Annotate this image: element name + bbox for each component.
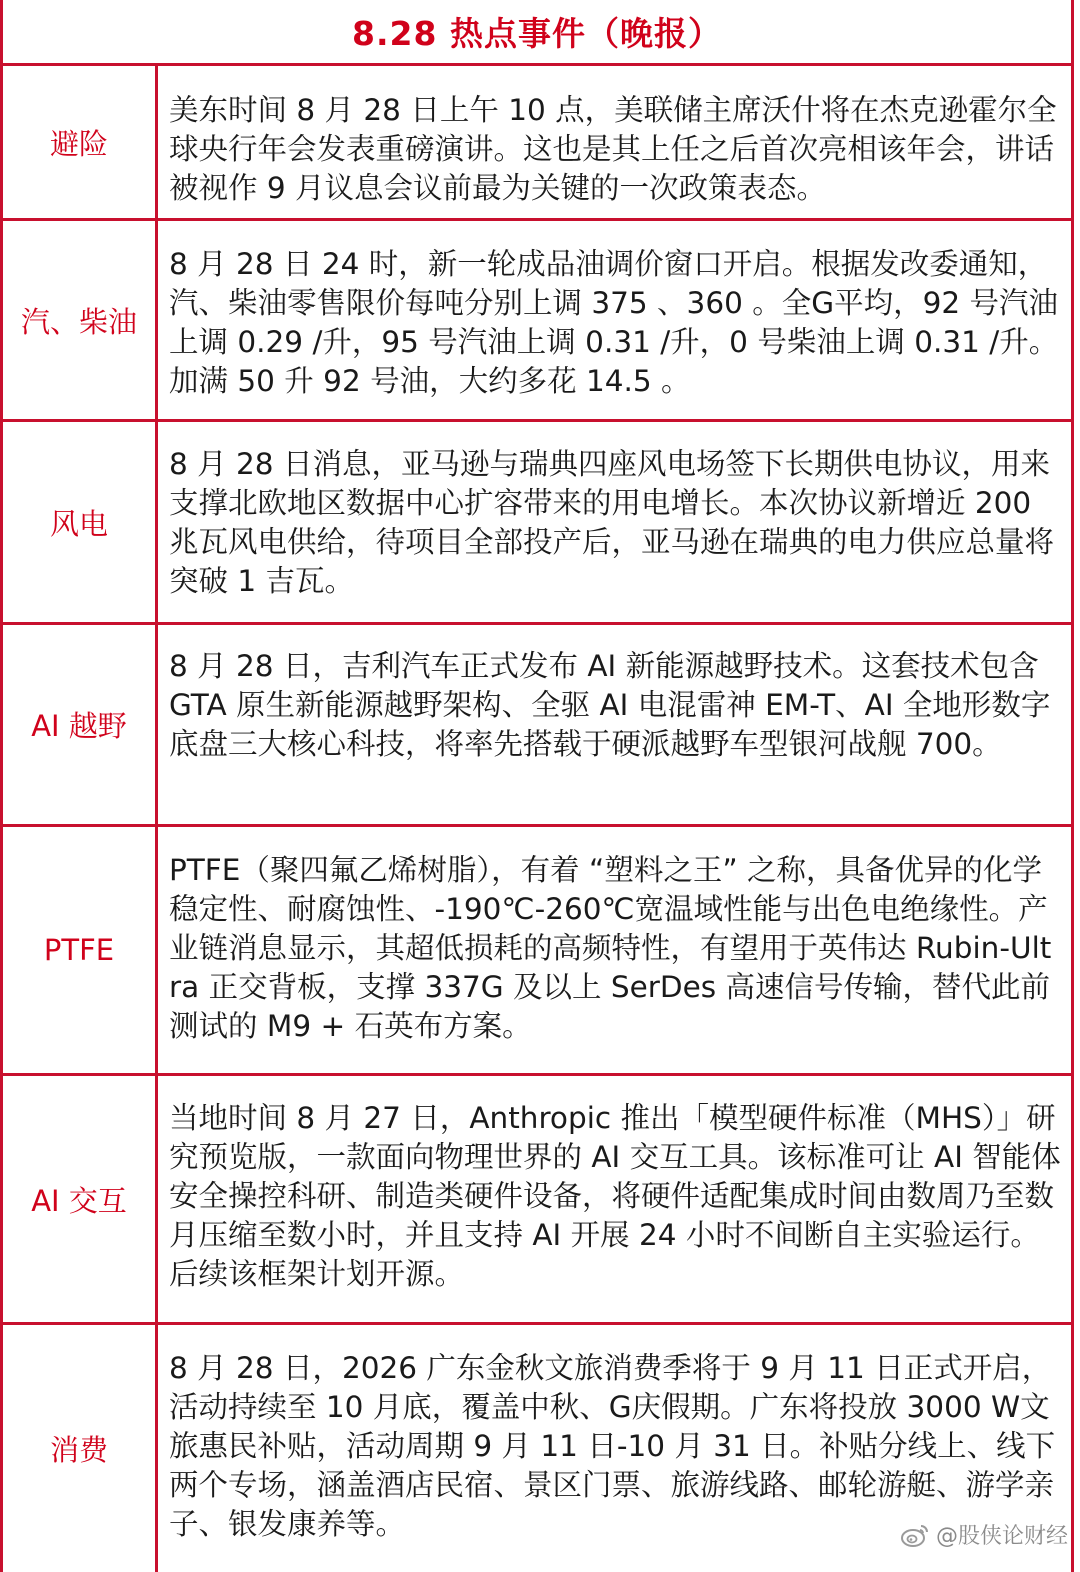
row-category: 汽、柴油 <box>3 221 158 419</box>
row-category: 风电 <box>3 422 158 622</box>
table-row <box>3 66 1071 221</box>
row-description: 8 月 28 日 24 时，新一轮成品油调价窗口开启。根据发改委通知，汽、柴油零售限价每吨分别上调 375 、360 。全G平均，92 号汽油上调 0.29 /升，95 号汽油上调 0.31 /升，0 号柴油上调 0.31 /升。加满 50 升 92 号油，大约多花 14.5 。 <box>169 247 1059 398</box>
table-row <box>3 827 1071 1076</box>
title-bar <box>3 0 1071 66</box>
row-description: 8 月 28 日，2026 广东金秋文旅消费季将于 9 月 11 日正式开启，活动持续至 10 月底，覆盖中秋、G庆假期。广东将投放 3000 W文旅惠民补贴，活动周期 9 月 11 日-10 月 31 日。补贴分线上、线下两个专场，涵盖酒店民宿、景区门票、旅游线路、邮轮游艇、游学亲子、银发康养等。 <box>169 1351 1056 1541</box>
table-row <box>3 625 1071 827</box>
row-description: 8 月 28 日消息，亚马逊与瑞典四座风电场签下长期供电协议，用来支撑北欧地区数据中心扩容带来的用电增长。本次协议新增近 200 兆瓦风电供给，待项目全部投产后，亚马逊在瑞典的电力供应总量将突破 1 吉瓦。 <box>169 447 1055 598</box>
table-row <box>3 422 1071 625</box>
row-category: PTFE <box>3 827 158 1073</box>
row-category: AI 越野 <box>3 625 158 824</box>
row-description: 美东时间 8 月 28 日上午 10 点，美联储主席沃什将在杰克逊霍尔全球央行年会发表重磅演讲。这也是其上任之后首次亮相该年会，讲话被视作 9 月议息会议前最为关键的一次政策表态。 <box>169 93 1057 205</box>
row-category: AI 交互 <box>3 1076 158 1322</box>
row-description: PTFE（聚四氟乙烯树脂），有着 “塑料之王” 之称，具备优异的化学稳定性、耐腐蚀性、-190℃-260℃宽温域性能与出色电绝缘性。产业链消息显示，其超低损耗的高频特性，有望用于英伟达 Rubin-Ultra 正交背板，支撑 337G 及以上 SerDes 高速信号传输，替代此前测试的 M9 + 石英布方案。 <box>169 853 1052 1043</box>
table-row <box>3 1076 1071 1325</box>
watermark-text: @股侠论财经 <box>935 1524 1068 1549</box>
page-title: 8.28 热点事件（晚报） <box>352 14 722 53</box>
row-description: 当地时间 8 月 27 日，Anthropic 推出「模型硬件标准（MHS）」研究预览版，一款面向物理世界的 AI 交互工具。该标准可让 AI 智能体安全操控科研、制造类硬件设备，将硬件适配集成时间由数周乃至数月压缩至数小时，并且支持 AI 开展 24 小时不间断自主实验运行。后续该框架计划开源。 <box>169 1101 1061 1291</box>
watermark <box>900 1519 1068 1550</box>
row-description: 8 月 28 日，吉利汽车正式发布 AI 新能源越野技术。这套技术包含 GTA 原生新能源越野架构、全驱 AI 电混雷神 EM-T、AI 全地形数字底盘三大核心科技，将率先搭载于硬派越野车型银河战舰 700。 <box>169 649 1051 761</box>
row-category: 消费 <box>3 1325 158 1572</box>
weibo-icon <box>900 1522 930 1548</box>
table-row <box>3 221 1071 422</box>
row-category: 避险 <box>3 66 158 218</box>
